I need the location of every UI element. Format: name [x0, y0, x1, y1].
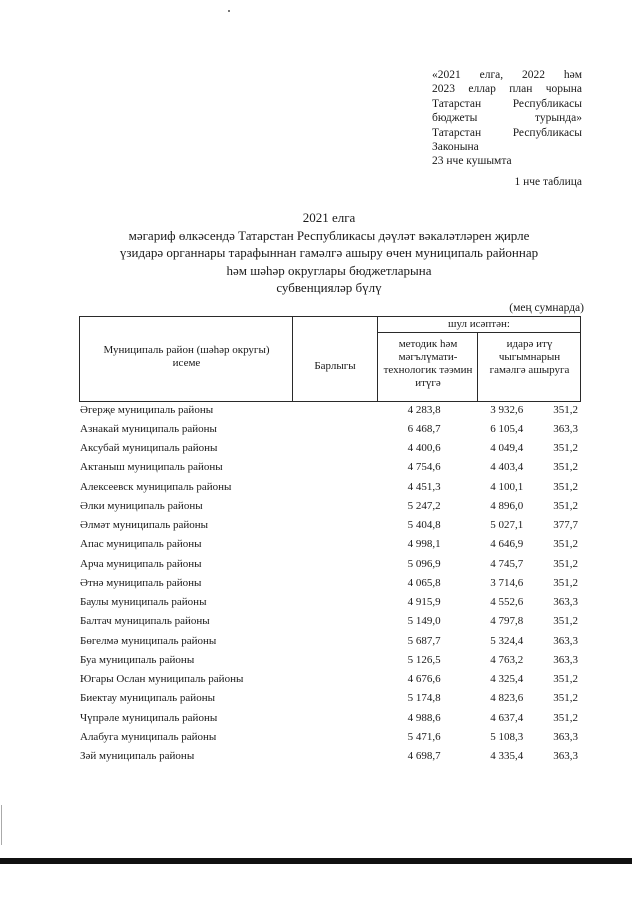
- cell-methodical: 4 552,6: [490, 596, 524, 609]
- document-title: [80, 209, 578, 297]
- header-left-rule: [79, 316, 80, 402]
- cell-admin: 351,2: [553, 461, 579, 474]
- cell-total: 5 687,7: [407, 634, 441, 647]
- cell-name: Әлки муниципаль районы: [80, 499, 203, 512]
- table-row: [80, 477, 580, 496]
- cell-methodical: 4 745,7: [490, 557, 524, 570]
- cell-methodical: 4 335,4: [490, 750, 524, 763]
- table-row: [80, 670, 580, 689]
- cell-total: 5 149,0: [407, 615, 441, 628]
- cell-admin: 351,2: [553, 480, 579, 493]
- cell-methodical: 4 049,4: [490, 442, 524, 455]
- cell-total: 5 096,9: [407, 557, 441, 570]
- cell-admin: 351,2: [553, 442, 579, 455]
- cell-methodical: 4 797,8: [490, 615, 524, 628]
- cell-total: 4 915,9: [407, 596, 441, 609]
- cell-admin: 351,2: [553, 538, 579, 551]
- cell-methodical: 4 646,9: [490, 538, 524, 551]
- cell-total: 5 126,5: [407, 653, 441, 666]
- table-row: [80, 708, 580, 727]
- cell-total: 4 065,8: [407, 576, 441, 589]
- cell-admin: 351,2: [553, 557, 579, 570]
- table-row: [80, 516, 580, 535]
- cell-total: 5 471,6: [407, 730, 441, 743]
- cell-total: 4 698,7: [407, 750, 441, 763]
- cell-name: Зәй муниципаль районы: [80, 750, 195, 763]
- cell-methodical: 4 403,4: [490, 461, 524, 474]
- scan-edge-bar: [0, 858, 632, 864]
- cell-name: Алабуга муниципаль районы: [80, 730, 217, 743]
- cell-admin: 351,2: [553, 673, 579, 686]
- cell-methodical: 3 932,6: [490, 403, 524, 416]
- header-col-rule: [477, 332, 478, 402]
- title-line: субвенцияләр бүлү: [276, 280, 382, 295]
- title-year: 2021 елга: [302, 210, 356, 225]
- table-row: [80, 727, 580, 746]
- cell-name: Чүпрәле муниципаль районы: [80, 711, 218, 724]
- cell-total: 4 676,6: [407, 673, 441, 686]
- table-body: [80, 400, 580, 766]
- cell-admin: 351,2: [553, 403, 579, 416]
- cell-methodical: 4 100,1: [490, 480, 524, 493]
- cell-total: 4 754,6: [407, 461, 441, 474]
- reference-line: Татарстан Республикасы: [432, 97, 582, 110]
- unit-note: (мең сумнарда): [509, 302, 584, 314]
- header-col-rule: [292, 316, 293, 402]
- cell-name: Биектау муниципаль районы: [80, 692, 215, 705]
- table-row: [80, 400, 580, 419]
- cell-admin: 351,2: [553, 711, 579, 724]
- reference-line: бюджеты турында»: [432, 112, 582, 125]
- cell-methodical: 5 027,1: [490, 519, 524, 532]
- table-row: [80, 439, 580, 458]
- header-admin: идарә итү чыгымнарын гамәлгә ашыруга: [489, 338, 570, 376]
- table-row: [80, 419, 580, 438]
- cell-name: Баулы муниципаль районы: [80, 596, 207, 609]
- cell-total: 4 998,1: [407, 538, 441, 551]
- cell-name: Апас муниципаль районы: [80, 538, 202, 551]
- title-line: мәгариф өлкәсендә Татарстан Республикасы дәүләт вәкаләтләрен җирле: [128, 227, 530, 243]
- table-row: [80, 612, 580, 631]
- table-row: [80, 631, 580, 650]
- cell-methodical: 4 823,6: [490, 692, 524, 705]
- table-row: [80, 747, 580, 766]
- table-row: [80, 496, 580, 515]
- cell-name: Азнакай муниципаль районы: [80, 422, 217, 435]
- cell-total: 5 247,2: [407, 499, 441, 512]
- cell-admin: 351,2: [553, 692, 579, 705]
- cell-name: Әтнә муниципаль районы: [80, 576, 202, 589]
- title-line: һәм шәһәр округлары бюджетларына: [226, 262, 432, 278]
- cell-name: Әлмәт муниципаль районы: [80, 519, 209, 532]
- header-sub-rule: [377, 332, 581, 333]
- cell-methodical: 4 763,2: [490, 653, 524, 666]
- table-row: [80, 554, 580, 573]
- table-row: [80, 573, 580, 592]
- cell-admin: 351,2: [553, 576, 579, 589]
- cell-name: Бөгелмә муниципаль районы: [80, 634, 217, 647]
- table-row: [80, 535, 580, 554]
- law-reference: [432, 68, 582, 169]
- header-total: Барлыгы: [314, 360, 356, 372]
- table-row: [80, 650, 580, 669]
- cell-name: Актаныш муниципаль районы: [80, 461, 223, 474]
- cell-methodical: 5 108,3: [490, 730, 524, 743]
- cell-name: Әгерҗе муниципаль районы: [80, 403, 214, 416]
- reference-line: «2021 елга, 2022 һәм: [432, 69, 582, 81]
- cell-name: Алексеевск муниципаль районы: [80, 480, 232, 493]
- header-methodical: методик һәм мәгълүмати-технологик тәэмин итүгә: [383, 338, 473, 389]
- cell-methodical: 4 896,0: [490, 499, 524, 512]
- header-top-rule: [79, 316, 581, 317]
- cell-total: 5 174,8: [407, 692, 441, 705]
- title-line: үзидарә органнары тарафыннан гамәлгә ашыру өчен муниципаль районнар: [119, 245, 539, 260]
- reference-line: Законына: [432, 141, 479, 154]
- reference-line: Татарстан Республикасы: [432, 126, 582, 139]
- cell-methodical: 4 325,4: [490, 673, 524, 686]
- reference-line: 2023 еллар план чорына: [432, 83, 582, 96]
- cell-admin: 363,3: [553, 730, 579, 743]
- cell-total: 4 400,6: [407, 442, 441, 455]
- cell-total: 6 468,7: [407, 422, 441, 435]
- cell-admin: 363,3: [553, 653, 579, 666]
- cell-name: Югары Ослан муниципаль районы: [80, 673, 244, 686]
- header-right-rule: [580, 316, 581, 402]
- cell-total: 4 451,3: [407, 480, 441, 493]
- header-municipality: Муниципаль район (шәһәр округы) исеме: [103, 344, 270, 369]
- cell-name: Арча муниципаль районы: [80, 557, 202, 570]
- cell-methodical: 4 637,4: [490, 711, 524, 724]
- cell-name: Балтач муниципаль районы: [80, 615, 210, 628]
- scan-speck: [1, 805, 2, 845]
- table-row: [80, 458, 580, 477]
- cell-methodical: 3 714,6: [490, 576, 524, 589]
- cell-admin: 351,2: [553, 499, 579, 512]
- cell-admin: 363,3: [553, 750, 579, 763]
- cell-admin: 351,2: [553, 615, 579, 628]
- cell-name: Аксубай муниципаль районы: [80, 442, 218, 455]
- cell-methodical: 6 105,4: [490, 422, 524, 435]
- reference-line: 23 нче кушымта: [432, 155, 512, 168]
- header-including: шул исәптән:: [448, 318, 510, 330]
- cell-methodical: 5 324,4: [490, 634, 524, 647]
- cell-name: Буа муниципаль районы: [80, 653, 195, 666]
- table-number: 1 нче таблица: [514, 176, 582, 188]
- table-header: [79, 316, 581, 402]
- cell-total: 4 283,8: [407, 403, 441, 416]
- cell-admin: 363,3: [553, 596, 579, 609]
- cell-admin: 363,3: [553, 634, 579, 647]
- cell-total: 5 404,8: [407, 519, 441, 532]
- cell-admin: 377,7: [553, 519, 579, 532]
- cell-admin: 363,3: [553, 422, 579, 435]
- cell-total: 4 988,6: [407, 711, 441, 724]
- table-row: [80, 689, 580, 708]
- table-row: [80, 593, 580, 612]
- scan-speck: [228, 10, 230, 12]
